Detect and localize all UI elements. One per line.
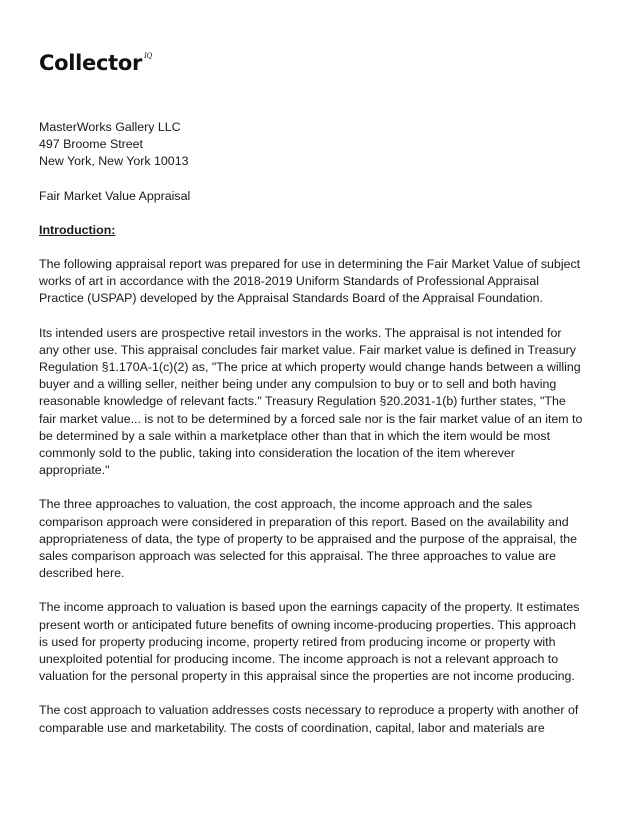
- recipient-address: [39, 119, 584, 171]
- address-city: New York, New York 10013: [39, 154, 189, 169]
- logo-superscript: IQ: [144, 52, 152, 60]
- paragraph: The following appraisal report was prepared for use in determining the Fair Market Value of subject works of art in accordance with the 2018-2019 Uniform Standards of Professional Appraisal Practice (USPAP) developed by the Appraisal Standards Board of the Appraisal Foundation.: [39, 257, 581, 306]
- paragraph: Its intended users are prospective retail investors in the works. The appraisal is not intended for any other use. This appraisal concludes fair market value. Fair market value is defined in Treasury Regulation §1.170A-1(c)(2) as, "The price at which property would change hands between a willing buyer and a willing seller, neither being under any compulsion to buy or to sell and both having reasonable knowledge of relevant facts." Treasury Regulation §20.2031-1(b) further states, "The fair market value... is not to be determined by a forced sale nor is the fair market value of an item to be determined by a sale within a marketplace other than that in which the item would be most commonly sold to the public, taking into consideration the location of the item wherever appropriate.": [39, 325, 583, 478]
- document-body: [39, 119, 584, 737]
- paragraph: The three approaches to valuation, the cost approach, the income approach and the sales comparison approach were considered in preparation of this report. Based on the availability and appropriateness of data, the type of property to be appraised and the purpose of the appraisal, the sales comparison approach was selected for this appraisal. The three approaches to value are described here.: [39, 497, 577, 581]
- paragraph: The income approach to valuation is based upon the earnings capacity of the property. It estimates present worth or anticipated future benefits of owning income-producing properties. This approach is used for property producing income, property retired from producing income or property with unexploited potential for producing income. The income approach is not a relevant approach to valuation for the personal property in this appraisal since the properties are not income producing.: [39, 600, 580, 684]
- address-street: 497 Broome Street: [39, 137, 144, 152]
- collector-iq-logo: [39, 47, 150, 76]
- logo-text: Collector: [39, 51, 143, 75]
- section-heading-introduction: Introduction:: [39, 222, 116, 237]
- document-title: Fair Market Value Appraisal: [39, 188, 191, 203]
- paragraph: The cost approach to valuation addresses costs necessary to reproduce a property with another of comparable use and marketability. The costs of coordination, capital, labor and materials are: [39, 703, 579, 735]
- address-company: MasterWorks Gallery LLC: [39, 120, 181, 134]
